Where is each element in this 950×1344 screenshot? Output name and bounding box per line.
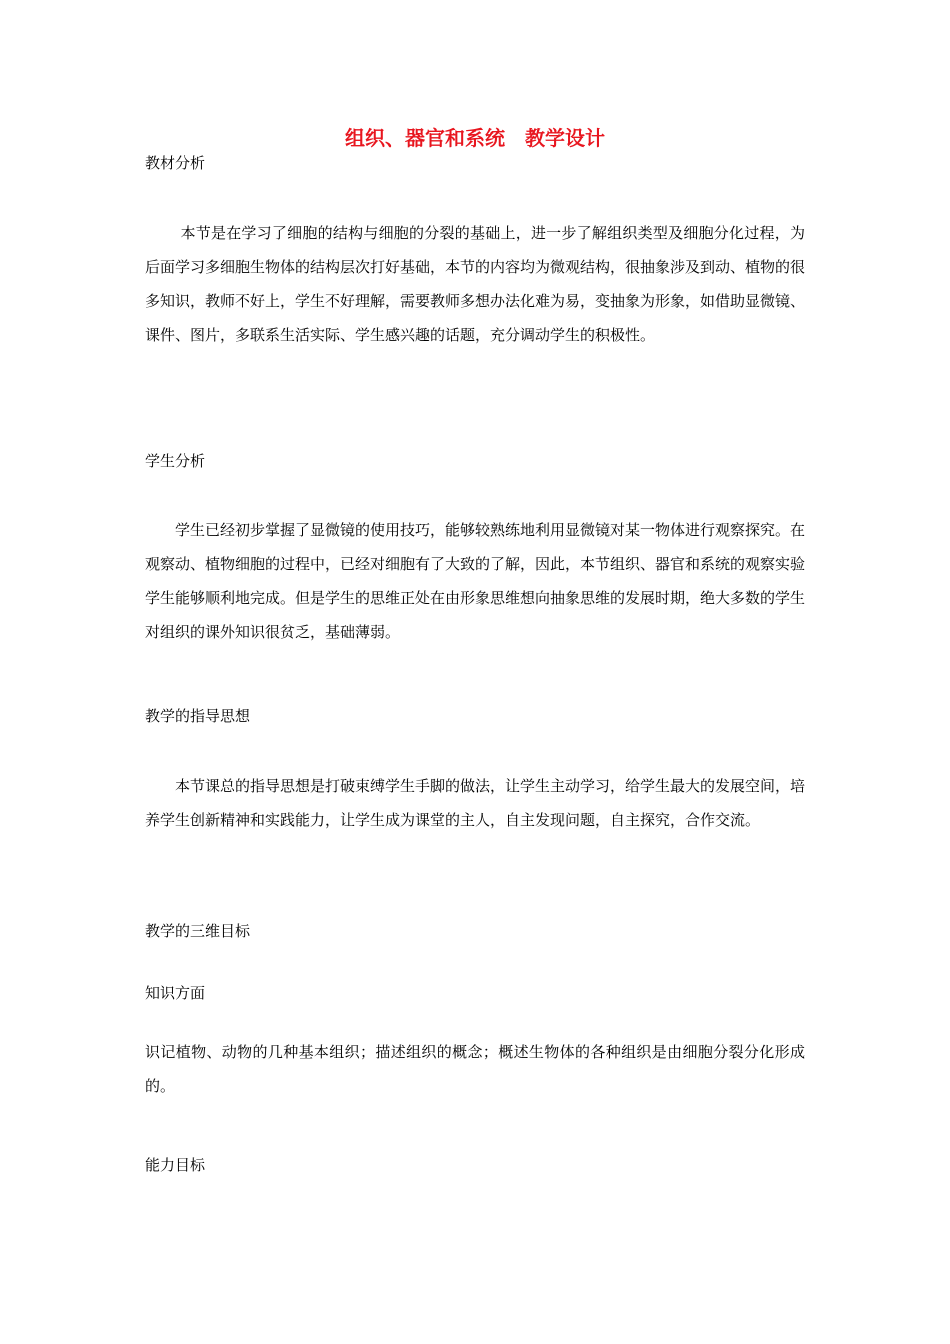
section-heading-three-dimensional-goals: 教学的三维目标 — [145, 922, 251, 940]
section-heading-student-analysis: 学生分析 — [145, 452, 206, 470]
paragraph-text: 学生已经初步掌握了显微镜的使用技巧，能够较熟练地利用显微镜对某一物体进行观察探究。在观察动、植物细胞的过程中，已经对细胞有了大致的了解，因此，本节组织、器官和系统的观察实验学生能够顺利地完成。但是学生的思维正处在由形象思维想向抽象思维的发展时期，绝大多数的学生对组织的课外知识很贫乏，基础薄弱。 — [145, 521, 806, 641]
section-heading-knowledge: 知识方面 — [145, 984, 206, 1002]
paragraph-text: 识记植物、动物的几种基本组织；描述组织的概念；概述生物体的各种组织是由细胞分裂分化形成的。 — [145, 1043, 805, 1095]
section-heading-textbook-analysis: 教材分析 — [145, 154, 206, 172]
section-body-textbook-analysis — [145, 216, 805, 352]
section-heading-ability-goals: 能力目标 — [145, 1156, 206, 1174]
section-body-knowledge — [145, 1035, 805, 1103]
paragraph-text: 本节课总的指导思想是打破束缚学生手脚的做法，让学生主动学习，给学生最大的发展空间，培养学生创新精神和实践能力，让学生成为课堂的主人，自主发现问题，自主探究，合作交流。 — [145, 777, 806, 829]
section-body-student-analysis — [145, 513, 805, 649]
section-body-guiding-ideology — [145, 769, 805, 837]
section-heading-guiding-ideology: 教学的指导思想 — [145, 707, 251, 725]
paragraph-text: 本节是在学习了细胞的结构与细胞的分裂的基础上，进一步了解组织类型及细胞分化过程，为后面学习多细胞生物体的结构层次打好基础，本节的内容均为微观结构，很抽象涉及到动、植物的很多知识，教师不好上，学生不好理解，需要教师多想办法化难为易，变抽象为形象，如借助显微镜、课件、图片，多联系生活实际、学生感兴趣的话题，充分调动学生的积极性。 — [145, 224, 806, 344]
document-title: 组织、器官和系统 教学设计 — [345, 126, 605, 150]
